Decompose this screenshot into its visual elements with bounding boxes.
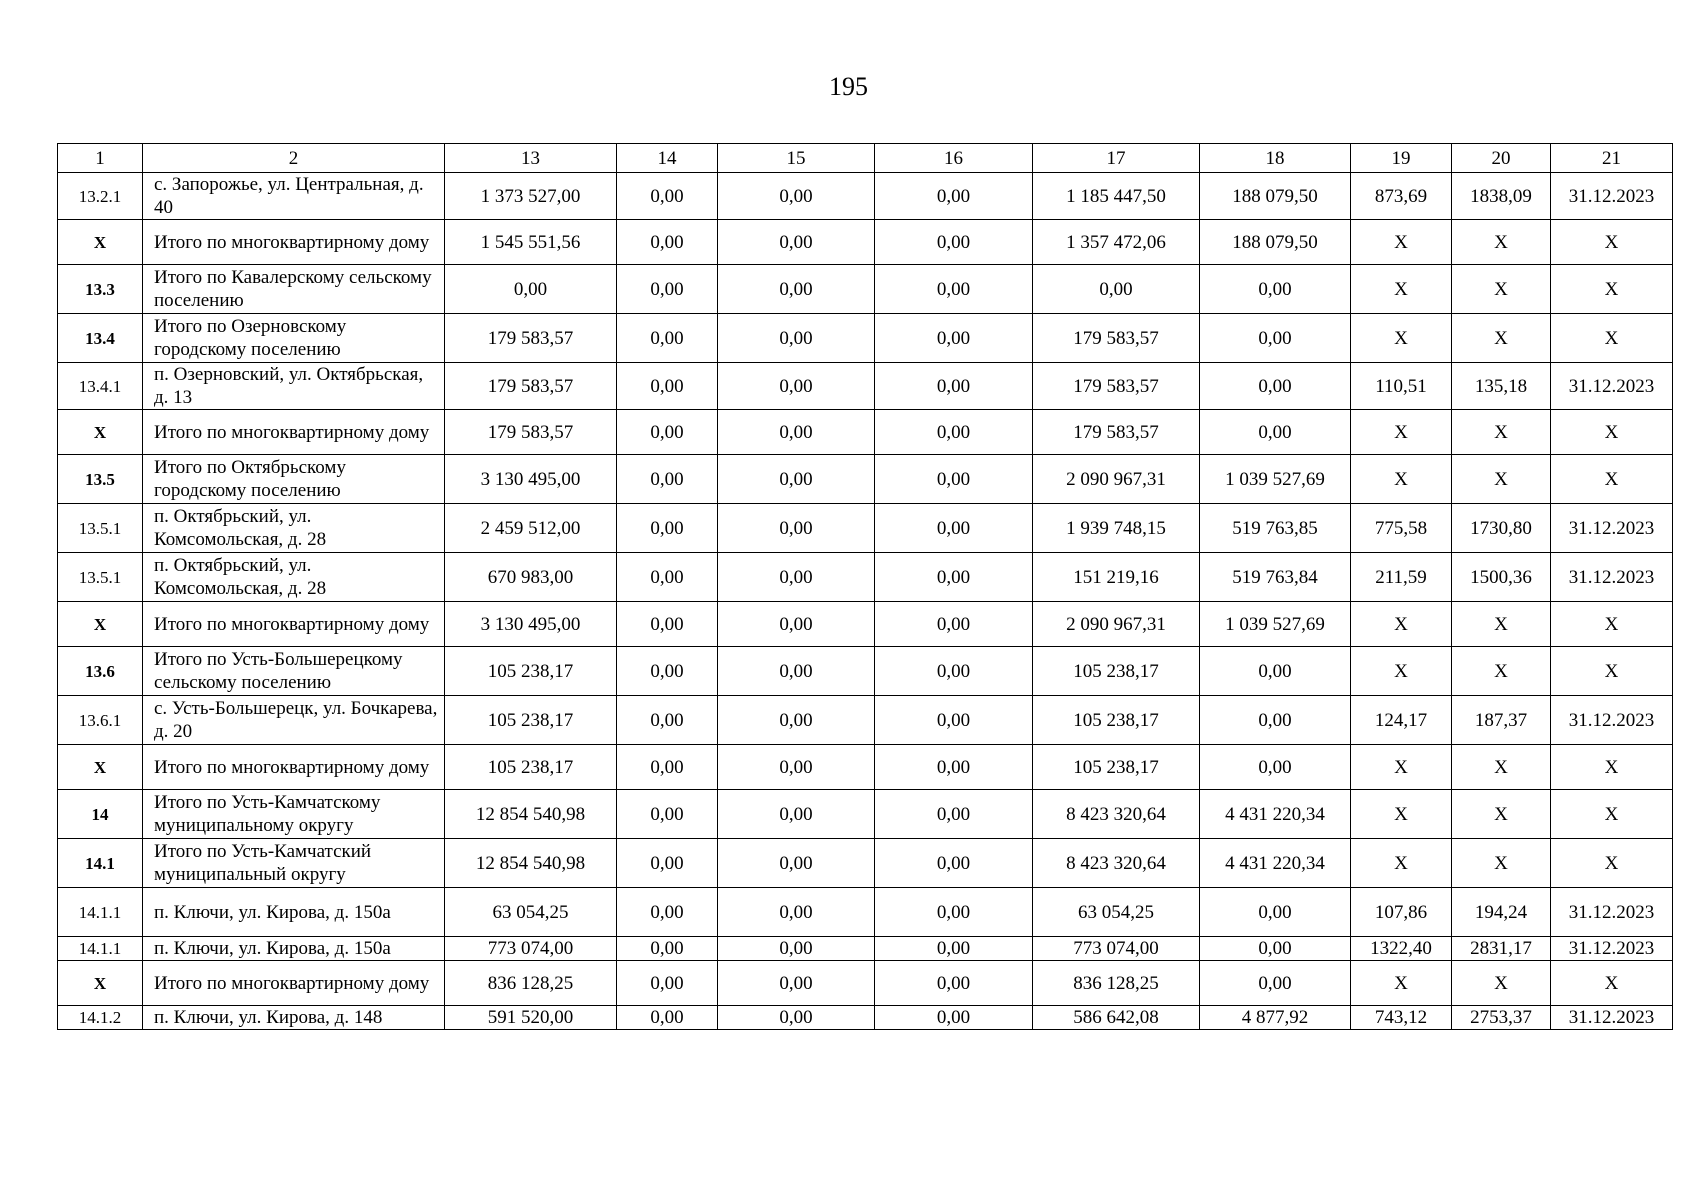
value-cell: 0,00	[718, 745, 875, 790]
value-cell: 179 583,57	[445, 363, 617, 410]
data-table	[57, 143, 1673, 1030]
value-cell: 0,00	[617, 647, 718, 696]
name-cell: Итого по многоквартирному дому	[143, 745, 445, 790]
row-number-cell: 13.4	[58, 314, 143, 363]
value-cell: 0,00	[1200, 961, 1351, 1006]
value-cell: 519 763,84	[1200, 553, 1351, 602]
value-cell: 4 431 220,34	[1200, 839, 1351, 888]
value-cell: 836 128,25	[445, 961, 617, 1006]
value-cell: X	[1452, 220, 1551, 265]
table-row	[58, 839, 1673, 888]
value-cell: 0,00	[875, 314, 1033, 363]
value-cell: X	[1551, 745, 1673, 790]
value-cell: 0,00	[718, 504, 875, 553]
row-number-cell: X	[58, 745, 143, 790]
value-cell: 31.12.2023	[1551, 937, 1673, 961]
value-cell: 211,59	[1351, 553, 1452, 602]
row-number-cell: 14.1.1	[58, 888, 143, 937]
value-cell: 1 185 447,50	[1033, 173, 1200, 220]
value-cell: X	[1551, 602, 1673, 647]
value-cell: 31.12.2023	[1551, 696, 1673, 745]
value-cell: 0,00	[445, 265, 617, 314]
name-cell: Итого по Октябрьскому городскому поселению	[143, 455, 445, 504]
value-cell: X	[1351, 790, 1452, 839]
table-row	[58, 602, 1673, 647]
value-cell: 3 130 495,00	[445, 602, 617, 647]
value-cell: 0,00	[617, 504, 718, 553]
value-cell: X	[1452, 790, 1551, 839]
value-cell: 773 074,00	[1033, 937, 1200, 961]
value-cell: 0,00	[718, 314, 875, 363]
value-cell: 743,12	[1351, 1006, 1452, 1030]
table-row	[58, 696, 1673, 745]
header-cell: 17	[1033, 144, 1200, 173]
value-cell: 63 054,25	[1033, 888, 1200, 937]
value-cell: 0,00	[617, 455, 718, 504]
value-cell: 0,00	[617, 602, 718, 647]
value-cell: 0,00	[1200, 888, 1351, 937]
value-cell: 31.12.2023	[1551, 1006, 1673, 1030]
name-cell: п. Озерновский, ул. Октябрьская, д. 13	[143, 363, 445, 410]
value-cell: 12 854 540,98	[445, 790, 617, 839]
value-cell: 0,00	[617, 839, 718, 888]
row-number-cell: 14.1.1	[58, 937, 143, 961]
value-cell: 179 583,57	[1033, 363, 1200, 410]
value-cell: 1322,40	[1351, 937, 1452, 961]
value-cell: X	[1351, 220, 1452, 265]
header-cell: 15	[718, 144, 875, 173]
row-number-cell: 14	[58, 790, 143, 839]
value-cell: X	[1551, 455, 1673, 504]
value-cell: X	[1351, 265, 1452, 314]
value-cell: X	[1551, 410, 1673, 455]
value-cell: 0,00	[875, 647, 1033, 696]
value-cell: X	[1351, 839, 1452, 888]
name-cell: п. Октябрьский, ул. Комсомольская, д. 28	[143, 553, 445, 602]
page-number: 195	[829, 72, 868, 101]
header-row	[58, 144, 1673, 173]
value-cell: 1730,80	[1452, 504, 1551, 553]
value-cell: 0,00	[617, 363, 718, 410]
value-cell: 179 583,57	[1033, 410, 1200, 455]
value-cell: X	[1551, 265, 1673, 314]
value-cell: 0,00	[875, 961, 1033, 1006]
value-cell: 107,86	[1351, 888, 1452, 937]
value-cell: X	[1452, 839, 1551, 888]
value-cell: 4 431 220,34	[1200, 790, 1351, 839]
name-cell: Итого по Усть-Камчатский муниципальный округу	[143, 839, 445, 888]
table-row	[58, 173, 1673, 220]
value-cell: X	[1452, 602, 1551, 647]
value-cell: 0,00	[617, 961, 718, 1006]
value-cell: 63 054,25	[445, 888, 617, 937]
table-row	[58, 455, 1673, 504]
value-cell: 31.12.2023	[1551, 553, 1673, 602]
value-cell: 0,00	[718, 839, 875, 888]
name-cell: Итого по Озерновскому городскому поселению	[143, 314, 445, 363]
value-cell: 0,00	[718, 265, 875, 314]
table-row	[58, 790, 1673, 839]
value-cell: 0,00	[875, 553, 1033, 602]
value-cell: 0,00	[1200, 265, 1351, 314]
value-cell: X	[1452, 410, 1551, 455]
value-cell: 0,00	[718, 1006, 875, 1030]
name-cell: Итого по многоквартирному дому	[143, 410, 445, 455]
value-cell: 1 357 472,06	[1033, 220, 1200, 265]
value-cell: 1 039 527,69	[1200, 455, 1351, 504]
header-cell: 21	[1551, 144, 1673, 173]
value-cell: 110,51	[1351, 363, 1452, 410]
value-cell: 3 130 495,00	[445, 455, 617, 504]
value-cell: 2 090 967,31	[1033, 602, 1200, 647]
value-cell: 2831,17	[1452, 937, 1551, 961]
value-cell: 0,00	[875, 363, 1033, 410]
value-cell: 0,00	[718, 961, 875, 1006]
value-cell: 1 373 527,00	[445, 173, 617, 220]
name-cell: Итого по Кавалерскому сельскому поселению	[143, 265, 445, 314]
value-cell: X	[1351, 455, 1452, 504]
value-cell: 31.12.2023	[1551, 363, 1673, 410]
value-cell: 12 854 540,98	[445, 839, 617, 888]
row-number-cell: 13.5	[58, 455, 143, 504]
value-cell: 188 079,50	[1200, 220, 1351, 265]
value-cell: 0,00	[875, 173, 1033, 220]
value-cell: 1 039 527,69	[1200, 602, 1351, 647]
value-cell: 775,58	[1351, 504, 1452, 553]
value-cell: 31.12.2023	[1551, 173, 1673, 220]
table-body	[58, 144, 1673, 1030]
value-cell: 0,00	[875, 839, 1033, 888]
value-cell: 0,00	[617, 173, 718, 220]
name-cell: п. Ключи, ул. Кирова, д. 150а	[143, 888, 445, 937]
value-cell: 0,00	[718, 553, 875, 602]
value-cell: 0,00	[718, 220, 875, 265]
value-cell: 0,00	[1200, 410, 1351, 455]
header-cell: 14	[617, 144, 718, 173]
value-cell: X	[1452, 745, 1551, 790]
value-cell: 8 423 320,64	[1033, 839, 1200, 888]
header-cell: 20	[1452, 144, 1551, 173]
row-number-cell: 13.3	[58, 265, 143, 314]
row-number-cell: X	[58, 410, 143, 455]
value-cell: X	[1551, 790, 1673, 839]
value-cell: 0,00	[617, 220, 718, 265]
name-cell: с. Усть-Большерецк, ул. Бочкарева, д. 20	[143, 696, 445, 745]
header-cell: 19	[1351, 144, 1452, 173]
name-cell: Итого по Усть-Камчатскому муниципальному округу	[143, 790, 445, 839]
table-row	[58, 314, 1673, 363]
row-number-cell: 13.2.1	[58, 173, 143, 220]
value-cell: 0,00	[1200, 314, 1351, 363]
value-cell: 0,00	[718, 696, 875, 745]
value-cell: 836 128,25	[1033, 961, 1200, 1006]
value-cell: 124,17	[1351, 696, 1452, 745]
table-row	[58, 220, 1673, 265]
value-cell: 591 520,00	[445, 1006, 617, 1030]
table-row	[58, 937, 1673, 961]
header-cell: 13	[445, 144, 617, 173]
name-cell: Итого по многоквартирному дому	[143, 961, 445, 1006]
value-cell: 0,00	[617, 745, 718, 790]
value-cell: 0,00	[718, 363, 875, 410]
value-cell: 0,00	[875, 888, 1033, 937]
value-cell: 873,69	[1351, 173, 1452, 220]
row-number-cell: 13.6.1	[58, 696, 143, 745]
table-row	[58, 888, 1673, 937]
value-cell: 0,00	[875, 937, 1033, 961]
name-cell: Итого по многоквартирному дому	[143, 220, 445, 265]
row-number-cell: 13.6	[58, 647, 143, 696]
value-cell: 2 459 512,00	[445, 504, 617, 553]
table-row	[58, 745, 1673, 790]
value-cell: X	[1452, 265, 1551, 314]
value-cell: 0,00	[1200, 363, 1351, 410]
value-cell: 0,00	[718, 790, 875, 839]
name-cell: п. Ключи, ул. Кирова, д. 148	[143, 1006, 445, 1030]
table-row	[58, 647, 1673, 696]
value-cell: 105 238,17	[445, 745, 617, 790]
value-cell: 179 583,57	[445, 410, 617, 455]
row-number-cell: 14.1	[58, 839, 143, 888]
value-cell: 519 763,85	[1200, 504, 1351, 553]
value-cell: 0,00	[1200, 745, 1351, 790]
value-cell: X	[1351, 314, 1452, 363]
value-cell: 188 079,50	[1200, 173, 1351, 220]
value-cell: 0,00	[1200, 696, 1351, 745]
row-number-cell: 13.5.1	[58, 504, 143, 553]
value-cell: 0,00	[617, 888, 718, 937]
name-cell: Итого по многоквартирному дому	[143, 602, 445, 647]
header-cell: 1	[58, 144, 143, 173]
value-cell: 105 238,17	[1033, 696, 1200, 745]
value-cell: 0,00	[617, 790, 718, 839]
value-cell: 1 939 748,15	[1033, 504, 1200, 553]
value-cell: 0,00	[875, 265, 1033, 314]
value-cell: 105 238,17	[445, 647, 617, 696]
value-cell: 0,00	[617, 696, 718, 745]
row-number-cell: X	[58, 220, 143, 265]
value-cell: 4 877,92	[1200, 1006, 1351, 1030]
value-cell: X	[1351, 410, 1452, 455]
value-cell: 0,00	[718, 937, 875, 961]
value-cell: 194,24	[1452, 888, 1551, 937]
value-cell: X	[1452, 314, 1551, 363]
value-cell: 105 238,17	[1033, 647, 1200, 696]
row-number-cell: X	[58, 961, 143, 1006]
value-cell: 773 074,00	[445, 937, 617, 961]
value-cell: 0,00	[1200, 647, 1351, 696]
row-number-cell: 13.5.1	[58, 553, 143, 602]
value-cell: 0,00	[1033, 265, 1200, 314]
value-cell: 0,00	[875, 1006, 1033, 1030]
value-cell: 0,00	[1200, 937, 1351, 961]
value-cell: 0,00	[718, 602, 875, 647]
value-cell: 0,00	[617, 410, 718, 455]
value-cell: 0,00	[875, 696, 1033, 745]
value-cell: 0,00	[875, 410, 1033, 455]
value-cell: 105 238,17	[445, 696, 617, 745]
value-cell: X	[1551, 314, 1673, 363]
value-cell: 0,00	[718, 410, 875, 455]
value-cell: 2 090 967,31	[1033, 455, 1200, 504]
value-cell: X	[1351, 745, 1452, 790]
value-cell: 8 423 320,64	[1033, 790, 1200, 839]
value-cell: X	[1551, 961, 1673, 1006]
value-cell: 0,00	[875, 745, 1033, 790]
value-cell: 0,00	[875, 504, 1033, 553]
header-cell: 18	[1200, 144, 1351, 173]
value-cell: X	[1452, 455, 1551, 504]
value-cell: 179 583,57	[445, 314, 617, 363]
header-cell: 2	[143, 144, 445, 173]
value-cell: 1 545 551,56	[445, 220, 617, 265]
header-cell: 16	[875, 144, 1033, 173]
value-cell: 0,00	[617, 265, 718, 314]
table-row	[58, 265, 1673, 314]
row-number-cell: 13.4.1	[58, 363, 143, 410]
value-cell: 0,00	[875, 602, 1033, 647]
value-cell: 0,00	[718, 173, 875, 220]
value-cell: 105 238,17	[1033, 745, 1200, 790]
value-cell: 0,00	[718, 647, 875, 696]
name-cell: с. Запорожье, ул. Центральная, д. 40	[143, 173, 445, 220]
value-cell: 670 983,00	[445, 553, 617, 602]
value-cell: 179 583,57	[1033, 314, 1200, 363]
table-row	[58, 410, 1673, 455]
name-cell: Итого по Усть-Большерецкому сельскому поселению	[143, 647, 445, 696]
value-cell: 0,00	[718, 455, 875, 504]
value-cell: 31.12.2023	[1551, 888, 1673, 937]
table-row	[58, 504, 1673, 553]
value-cell: 0,00	[718, 888, 875, 937]
row-number-cell: X	[58, 602, 143, 647]
value-cell: 0,00	[617, 553, 718, 602]
value-cell: 0,00	[875, 220, 1033, 265]
value-cell: 0,00	[875, 790, 1033, 839]
value-cell: 135,18	[1452, 363, 1551, 410]
name-cell: п. Ключи, ул. Кирова, д. 150а	[143, 937, 445, 961]
value-cell: 31.12.2023	[1551, 504, 1673, 553]
value-cell: X	[1351, 647, 1452, 696]
value-cell: 0,00	[617, 1006, 718, 1030]
value-cell: 151 219,16	[1033, 553, 1200, 602]
table-row	[58, 1006, 1673, 1030]
table-row	[58, 553, 1673, 602]
value-cell: 0,00	[617, 937, 718, 961]
value-cell: X	[1551, 220, 1673, 265]
value-cell: 0,00	[617, 314, 718, 363]
value-cell: X	[1551, 647, 1673, 696]
row-number-cell: 14.1.2	[58, 1006, 143, 1030]
value-cell: 0,00	[875, 455, 1033, 504]
value-cell: X	[1351, 602, 1452, 647]
value-cell: 187,37	[1452, 696, 1551, 745]
value-cell: 1500,36	[1452, 553, 1551, 602]
value-cell: X	[1551, 839, 1673, 888]
value-cell: 586 642,08	[1033, 1006, 1200, 1030]
value-cell: 2753,37	[1452, 1006, 1551, 1030]
table-row	[58, 961, 1673, 1006]
value-cell: X	[1452, 961, 1551, 1006]
table-row	[58, 363, 1673, 410]
value-cell: 1838,09	[1452, 173, 1551, 220]
value-cell: X	[1351, 961, 1452, 1006]
name-cell: п. Октябрьский, ул. Комсомольская, д. 28	[143, 504, 445, 553]
value-cell: X	[1452, 647, 1551, 696]
